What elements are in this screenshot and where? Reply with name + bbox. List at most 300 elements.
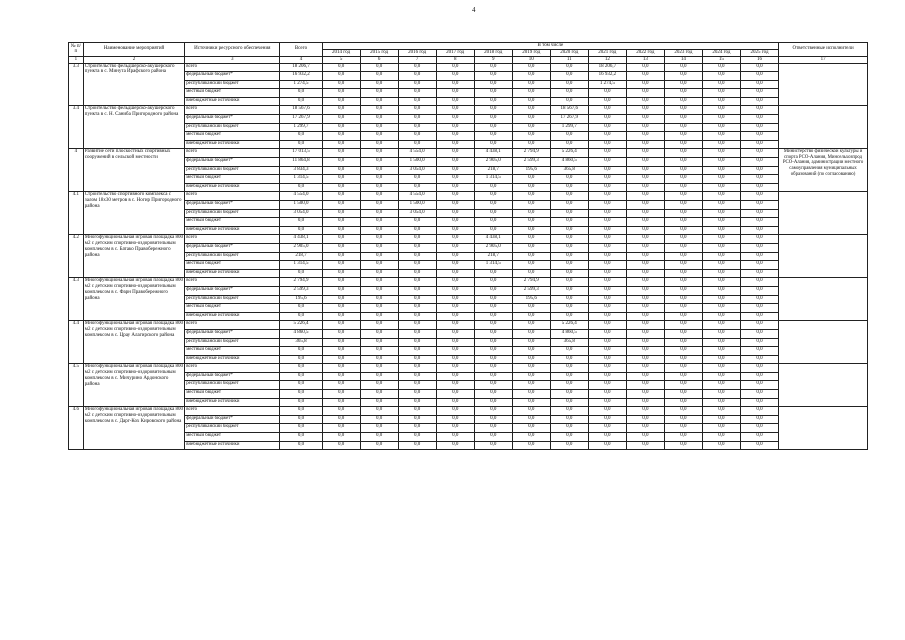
year-value: 0,0: [740, 183, 778, 192]
year-value: 0,0: [626, 115, 664, 124]
year-value: 0,0: [360, 312, 398, 321]
year-value: 0,0: [702, 123, 740, 132]
year-value: 0,0: [360, 269, 398, 278]
table-row: [69, 424, 868, 433]
year-value: 0,0: [322, 329, 360, 338]
year-value: 0,0: [322, 286, 360, 295]
year-value: 0,0: [474, 106, 512, 115]
year-value: 0,0: [436, 304, 474, 313]
header-source: Источники ресурсного обеспечения: [185, 43, 280, 57]
year-header: 2015 год: [360, 49, 398, 56]
year-value: 0,0: [322, 252, 360, 261]
source-label: республиканский бюджет: [185, 252, 280, 261]
year-value: 0,0: [588, 123, 626, 132]
year-value: 0,0: [398, 424, 436, 433]
year-value: 0,0: [664, 407, 702, 416]
source-label: всего: [185, 63, 280, 72]
year-value: 0,0: [740, 441, 778, 450]
year-value: 0,0: [360, 106, 398, 115]
item-name: Строительство спортивного комплекса с залом 18х30 метров в с. Ногир Пригородного района: [83, 192, 184, 235]
source-label: республиканский бюджет: [185, 381, 280, 390]
table-row: [69, 347, 868, 356]
source-label: местный бюджет: [185, 304, 280, 313]
total-value: 17 013,5: [280, 149, 322, 158]
year-value: 2 794,9: [512, 278, 550, 287]
year-value: 0,0: [436, 123, 474, 132]
year-value: 0,0: [740, 175, 778, 184]
year-value: 0,0: [474, 192, 512, 201]
year-value: 0,0: [626, 441, 664, 450]
year-value: 0,0: [588, 304, 626, 313]
year-value: 0,0: [626, 261, 664, 270]
year-value: 0,0: [360, 218, 398, 227]
year-value: 0,0: [512, 347, 550, 356]
year-value: 0,0: [360, 166, 398, 175]
year-value: 0,0: [740, 72, 778, 81]
year-value: 0,0: [398, 261, 436, 270]
year-value: 0,0: [664, 338, 702, 347]
year-value: 0,0: [740, 415, 778, 424]
year-value: 0,0: [626, 433, 664, 442]
responsible-executor: [779, 407, 868, 450]
year-value: 0,0: [664, 304, 702, 313]
year-value: 0,0: [360, 415, 398, 424]
year-value: 0,0: [702, 321, 740, 330]
table-row: [69, 106, 868, 115]
responsible-executor: [779, 192, 868, 235]
source-label: местный бюджет: [185, 347, 280, 356]
year-value: 0,0: [512, 115, 550, 124]
year-value: 0,0: [474, 183, 512, 192]
year-value: 0,0: [740, 115, 778, 124]
year-value: 0,0: [626, 235, 664, 244]
year-value: 0,0: [626, 372, 664, 381]
year-value: 0,0: [550, 140, 588, 149]
year-value: 0,0: [550, 261, 588, 270]
year-header: 2017 год: [436, 49, 474, 56]
year-value: 0,0: [664, 166, 702, 175]
item-number: 4.5: [69, 364, 84, 407]
year-value: 0,0: [664, 415, 702, 424]
year-value: 0,0: [398, 278, 436, 287]
total-value: 0,0: [280, 424, 322, 433]
year-value: 0,0: [398, 218, 436, 227]
year-value: 0,0: [550, 398, 588, 407]
source-label: республиканский бюджет: [185, 166, 280, 175]
item-number: 4.4: [69, 321, 84, 364]
column-index: 9: [474, 56, 512, 63]
year-value: 0,0: [588, 321, 626, 330]
year-value: 0,0: [360, 201, 398, 210]
year-value: 4 438,1: [474, 235, 512, 244]
year-value: 0,0: [702, 149, 740, 158]
year-value: 0,0: [664, 372, 702, 381]
year-value: 0,0: [474, 278, 512, 287]
year-value: 0,0: [436, 261, 474, 270]
year-value: 0,0: [740, 106, 778, 115]
table-row: [69, 269, 868, 278]
total-value: 18 206,7: [280, 63, 322, 72]
year-value: 0,0: [322, 235, 360, 244]
year-value: 0,0: [322, 415, 360, 424]
year-value: 0,0: [398, 252, 436, 261]
year-value: 2 905,0: [474, 158, 512, 167]
year-value: 0,0: [360, 398, 398, 407]
year-value: 0,0: [398, 89, 436, 98]
year-value: 0,0: [398, 243, 436, 252]
source-label: местный бюджет: [185, 218, 280, 227]
year-value: 0,0: [322, 115, 360, 124]
year-value: 0,0: [398, 123, 436, 132]
total-value: 3 054,0: [280, 209, 322, 218]
source-label: республиканский бюджет: [185, 424, 280, 433]
year-value: 0,0: [322, 192, 360, 201]
item-name: Многофункциональная игровая площадка 800 м2 с детским спортивно-оздоровительным комплексом в с. Фарн Правобережного района: [83, 278, 184, 321]
year-value: 18 567,6: [550, 106, 588, 115]
year-value: 0,0: [702, 140, 740, 149]
year-value: 0,0: [588, 192, 626, 201]
year-value: 0,0: [588, 415, 626, 424]
year-value: 0,0: [436, 80, 474, 89]
item-name: Развитие сети плоскостных спортивных сооружений в сельской местности: [83, 149, 184, 192]
year-value: 0,0: [360, 261, 398, 270]
year-value: 0,0: [740, 192, 778, 201]
year-value: 17 267,9: [550, 115, 588, 124]
year-value: 0,0: [626, 321, 664, 330]
year-value: 0,0: [664, 132, 702, 141]
year-value: 0,0: [626, 63, 664, 72]
year-value: 0,0: [550, 252, 588, 261]
year-value: 0,0: [512, 355, 550, 364]
year-value: 0,0: [702, 338, 740, 347]
year-value: 0,0: [512, 89, 550, 98]
year-value: 0,0: [588, 278, 626, 287]
year-value: 0,0: [626, 201, 664, 210]
year-value: 2 905,0: [474, 243, 512, 252]
table-row: [69, 89, 868, 98]
year-value: 0,0: [664, 158, 702, 167]
year-value: 0,0: [398, 390, 436, 399]
table-row: [69, 355, 868, 364]
year-value: 0,0: [512, 321, 550, 330]
total-value: 0,0: [280, 269, 322, 278]
year-value: 0,0: [740, 424, 778, 433]
year-value: 0,0: [626, 158, 664, 167]
year-value: 0,0: [664, 175, 702, 184]
year-value: 0,0: [436, 192, 474, 201]
year-value: 0,0: [626, 123, 664, 132]
responsible-executor: [779, 364, 868, 407]
year-value: 0,0: [474, 226, 512, 235]
year-value: 3 054,0: [398, 166, 436, 175]
year-value: 0,0: [550, 269, 588, 278]
year-value: 0,0: [588, 183, 626, 192]
year-value: 0,0: [436, 115, 474, 124]
year-value: 0,0: [398, 304, 436, 313]
header-responsible: Ответственные исполнители: [779, 43, 868, 57]
year-value: 0,0: [664, 149, 702, 158]
source-label: местный бюджет: [185, 261, 280, 270]
item-number: 4.2: [69, 235, 84, 278]
year-value: 0,0: [436, 97, 474, 106]
year-value: 0,0: [398, 286, 436, 295]
total-value: 3 834,3: [280, 166, 322, 175]
year-value: 0,0: [626, 218, 664, 227]
year-value: 0,0: [588, 243, 626, 252]
year-value: 0,0: [512, 381, 550, 390]
year-value: 0,0: [588, 252, 626, 261]
source-label: местный бюджет: [185, 433, 280, 442]
year-value: 0,0: [664, 286, 702, 295]
year-value: 0,0: [550, 286, 588, 295]
total-value: 0,0: [280, 381, 322, 390]
year-value: 0,0: [626, 347, 664, 356]
total-value: 2 905,0: [280, 243, 322, 252]
year-value: 0,0: [740, 209, 778, 218]
year-value: 0,0: [436, 235, 474, 244]
year-value: 0,0: [398, 398, 436, 407]
source-label: внебюджетные источники: [185, 97, 280, 106]
year-value: 0,0: [626, 338, 664, 347]
year-value: 0,0: [740, 166, 778, 175]
year-value: 0,0: [436, 226, 474, 235]
item-number: 3.4: [69, 106, 84, 149]
table-row: [69, 398, 868, 407]
year-value: 0,0: [360, 89, 398, 98]
column-index: 1: [69, 56, 84, 63]
year-value: 0,0: [702, 175, 740, 184]
column-index: 5: [322, 56, 360, 63]
year-value: 0,0: [740, 63, 778, 72]
year-value: 0,0: [740, 226, 778, 235]
year-value: 0,0: [512, 269, 550, 278]
year-value: 0,0: [436, 329, 474, 338]
year-value: 0,0: [360, 347, 398, 356]
year-value: 0,0: [512, 329, 550, 338]
year-value: 0,0: [550, 209, 588, 218]
year-value: 0,0: [702, 304, 740, 313]
year-value: 0,0: [702, 183, 740, 192]
responsible-executor: [779, 321, 868, 364]
year-value: 0,0: [360, 424, 398, 433]
total-value: 4 860,5: [280, 329, 322, 338]
table-row: [69, 278, 868, 287]
year-value: 0,0: [740, 201, 778, 210]
program-funding-table: [68, 42, 868, 450]
total-value: 4 438,1: [280, 235, 322, 244]
column-index: 8: [436, 56, 474, 63]
year-value: 0,0: [664, 261, 702, 270]
year-value: 0,0: [322, 398, 360, 407]
total-value: 0,0: [280, 132, 322, 141]
year-value: 0,0: [322, 209, 360, 218]
year-value: 2 599,3: [512, 158, 550, 167]
total-value: 0,0: [280, 433, 322, 442]
year-value: 0,0: [436, 433, 474, 442]
year-value: 0,0: [588, 433, 626, 442]
year-value: 0,0: [474, 347, 512, 356]
year-value: 0,0: [398, 80, 436, 89]
year-value: 0,0: [702, 433, 740, 442]
year-value: 0,0: [702, 218, 740, 227]
year-value: 0,0: [702, 80, 740, 89]
year-value: 0,0: [436, 415, 474, 424]
year-value: 0,0: [626, 304, 664, 313]
year-value: 0,0: [436, 424, 474, 433]
year-value: 0,0: [474, 364, 512, 373]
year-value: 1 500,0: [398, 201, 436, 210]
year-value: 0,0: [474, 80, 512, 89]
table-row: [69, 97, 868, 106]
year-value: 0,0: [550, 243, 588, 252]
year-value: 0,0: [322, 183, 360, 192]
year-value: 0,0: [436, 278, 474, 287]
table-row: [69, 175, 868, 184]
year-value: 0,0: [512, 243, 550, 252]
year-value: 0,0: [360, 226, 398, 235]
year-value: 0,0: [474, 338, 512, 347]
total-value: 1 274,5: [280, 80, 322, 89]
column-index: 2: [83, 56, 184, 63]
year-value: 0,0: [626, 192, 664, 201]
year-value: 0,0: [664, 201, 702, 210]
year-value: 0,0: [664, 243, 702, 252]
year-value: 0,0: [550, 424, 588, 433]
year-value: 0,0: [740, 372, 778, 381]
year-header: 2014 год: [322, 49, 360, 56]
table-row: [69, 166, 868, 175]
year-value: 0,0: [474, 441, 512, 450]
year-value: 0,0: [588, 166, 626, 175]
year-value: 0,0: [626, 312, 664, 321]
page-number: 4: [472, 6, 476, 14]
total-value: 1 500,0: [280, 201, 322, 210]
year-value: 0,0: [436, 372, 474, 381]
year-value: 0,0: [702, 132, 740, 141]
source-label: федеральный бюджет*: [185, 329, 280, 338]
year-value: 0,0: [360, 97, 398, 106]
year-value: 0,0: [740, 304, 778, 313]
year-value: 0,0: [512, 63, 550, 72]
item-name: Строительство фельдшерско-акушерского пункта в с. Н. Саниба Пригородного района: [83, 106, 184, 149]
year-value: 0,0: [474, 398, 512, 407]
total-value: 0,0: [280, 415, 322, 424]
year-value: 0,0: [512, 338, 550, 347]
table-row: [69, 158, 868, 167]
table-row: [69, 329, 868, 338]
year-value: 0,0: [474, 355, 512, 364]
total-value: 195,6: [280, 295, 322, 304]
year-value: 5 226,4: [550, 149, 588, 158]
year-value: 0,0: [588, 115, 626, 124]
source-label: внебюджетные источники: [185, 140, 280, 149]
year-value: 0,0: [398, 381, 436, 390]
year-value: 0,0: [626, 149, 664, 158]
table-row: [69, 183, 868, 192]
year-value: 0,0: [626, 140, 664, 149]
year-value: 0,0: [664, 80, 702, 89]
year-value: 0,0: [664, 218, 702, 227]
table-row: [69, 261, 868, 270]
year-value: 0,0: [436, 63, 474, 72]
year-value: 0,0: [512, 304, 550, 313]
table-row: [69, 295, 868, 304]
year-value: 0,0: [550, 80, 588, 89]
year-value: 0,0: [398, 407, 436, 416]
year-value: 0,0: [664, 226, 702, 235]
year-value: 0,0: [474, 115, 512, 124]
year-value: 0,0: [588, 140, 626, 149]
year-value: 0,0: [702, 441, 740, 450]
year-value: 0,0: [664, 355, 702, 364]
year-value: 0,0: [550, 63, 588, 72]
year-value: 0,0: [322, 390, 360, 399]
year-value: 0,0: [512, 407, 550, 416]
year-value: 0,0: [322, 140, 360, 149]
year-value: 0,0: [550, 441, 588, 450]
year-value: 0,0: [398, 72, 436, 81]
year-value: 0,0: [322, 261, 360, 270]
year-value: 0,0: [626, 209, 664, 218]
year-value: 5 226,4: [550, 321, 588, 330]
year-value: 0,0: [702, 261, 740, 270]
header-total: Всего: [280, 43, 322, 57]
source-label: внебюджетные источники: [185, 183, 280, 192]
year-value: 0,0: [474, 381, 512, 390]
year-value: 0,0: [436, 149, 474, 158]
year-value: 0,0: [474, 140, 512, 149]
year-value: 0,0: [740, 269, 778, 278]
year-value: 0,0: [360, 192, 398, 201]
year-value: 0,0: [740, 312, 778, 321]
year-value: 0,0: [322, 201, 360, 210]
year-value: 0,0: [740, 347, 778, 356]
year-value: 0,0: [398, 269, 436, 278]
table-row: [69, 123, 868, 132]
year-value: 0,0: [588, 441, 626, 450]
year-value: 0,0: [664, 433, 702, 442]
year-value: 0,0: [626, 364, 664, 373]
year-value: 0,0: [322, 72, 360, 81]
year-value: 0,0: [512, 175, 550, 184]
year-value: 0,0: [702, 286, 740, 295]
year-value: 0,0: [436, 252, 474, 261]
year-value: 0,0: [322, 243, 360, 252]
year-value: 0,0: [588, 89, 626, 98]
year-value: 0,0: [512, 72, 550, 81]
year-value: 0,0: [398, 97, 436, 106]
year-value: 0,0: [664, 329, 702, 338]
year-value: 0,0: [322, 372, 360, 381]
year-value: 0,0: [664, 295, 702, 304]
source-label: внебюджетные источники: [185, 269, 280, 278]
year-value: 0,0: [322, 407, 360, 416]
year-value: 0,0: [588, 218, 626, 227]
year-value: 0,0: [550, 312, 588, 321]
year-value: 0,0: [512, 97, 550, 106]
year-value: 0,0: [588, 355, 626, 364]
year-value: 0,0: [360, 123, 398, 132]
year-value: 0,0: [512, 235, 550, 244]
year-value: 0,0: [474, 304, 512, 313]
year-value: 0,0: [740, 433, 778, 442]
table-row: [69, 321, 868, 330]
year-value: 0,0: [626, 329, 664, 338]
year-value: 0,0: [588, 235, 626, 244]
year-value: 0,0: [626, 166, 664, 175]
year-value: 0,0: [398, 63, 436, 72]
year-value: 0,0: [512, 226, 550, 235]
